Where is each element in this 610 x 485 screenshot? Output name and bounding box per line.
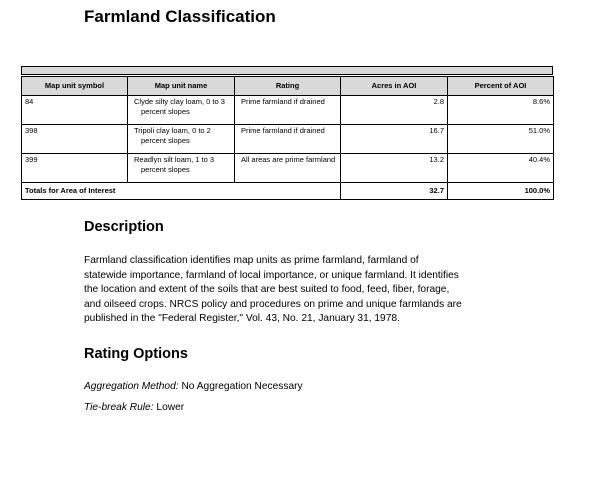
rating-text: All areas are prime farmland: [241, 155, 336, 164]
rating-text: Prime farmland if drained: [241, 97, 325, 106]
tie-break-rule-label: Tie-break Rule:: [84, 402, 154, 413]
totals-row: [22, 183, 554, 200]
description-text: Farmland classification identifies map units as prime farmland, farmland of statewide importance, farmland of local importance, or unique farmland. It identifies the location and extent of the soils that are best suited to food, feed, fiber, forage, and oilseed crops. NRCS policy and procedures on prime and unique farmlands are published in the "Federal Register," Vol. 43, No. 21, January 31, 1978.: [84, 255, 462, 324]
cell-rating: [235, 154, 341, 183]
cell-rating: [235, 125, 341, 154]
header-acres-in-aoi: Acres in AOI: [341, 77, 448, 96]
map-unit-name-text: Readlyn silt loam, 1 to 3 percent slopes: [134, 155, 215, 174]
cell-symbol: 398: [22, 125, 128, 154]
header-rating: Rating: [235, 77, 341, 96]
cell-symbol: 84: [22, 96, 128, 125]
tie-break-rule: [84, 402, 184, 413]
cell-percent: 51.0%: [448, 125, 554, 154]
table-row: [22, 125, 554, 154]
aggregation-method-value: No Aggregation Necessary: [181, 381, 303, 392]
rating-text: Prime farmland if drained: [241, 126, 325, 135]
totals-percent: 100.0%: [448, 183, 554, 200]
cell-name: [128, 96, 235, 125]
description-heading: Description: [84, 219, 164, 235]
table-row: [22, 154, 554, 183]
map-unit-name-text: Clyde silty clay loam, 0 to 3 percent slopes: [134, 97, 225, 116]
cell-symbol: 399: [22, 154, 128, 183]
totals-label: Totals for Area of Interest: [22, 183, 341, 200]
farmland-table: [21, 76, 554, 200]
cell-percent: 40.4%: [448, 154, 554, 183]
cell-acres: 16.7: [341, 125, 448, 154]
cell-percent: 8.6%: [448, 96, 554, 125]
aggregation-method-label: Aggregation Method:: [84, 381, 179, 392]
totals-acres: 32.7: [341, 183, 448, 200]
map-unit-name-text: Tripoli clay loam, 0 to 2 percent slopes: [134, 126, 211, 145]
cell-rating: [235, 96, 341, 125]
header-map-unit-name: Map unit name: [128, 77, 235, 96]
rating-options-heading: Rating Options: [84, 346, 188, 362]
table-header-row: [22, 77, 554, 96]
cell-acres: 13.2: [341, 154, 448, 183]
header-map-unit-symbol: Map unit symbol: [22, 77, 128, 96]
table-top-bar: [21, 66, 553, 75]
cell-name: [128, 154, 235, 183]
cell-name: [128, 125, 235, 154]
cell-acres: 2.8: [341, 96, 448, 125]
header-percent-of-aoi: Percent of AOI: [448, 77, 554, 96]
page-title: Farmland Classification: [84, 7, 276, 26]
aggregation-method: [84, 381, 303, 392]
tie-break-rule-value: Lower: [156, 402, 185, 413]
table-row: [22, 96, 554, 125]
